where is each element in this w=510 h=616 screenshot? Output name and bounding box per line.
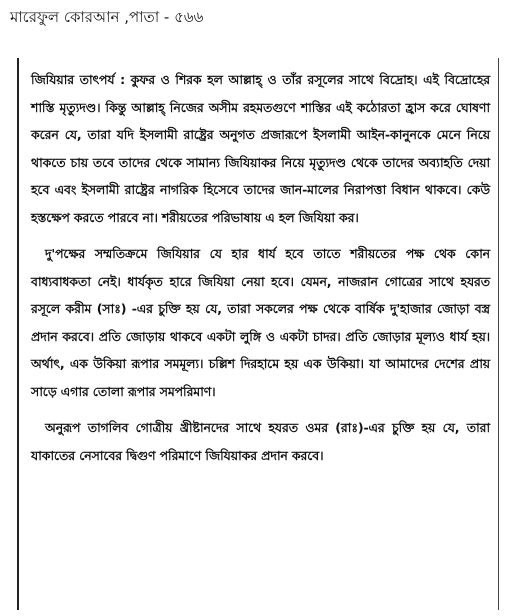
paragraph-2: দু'পক্ষের সম্মতিক্রমে জিযিয়ার যে হার ধার্য হবে তাতে শরীয়তের পক্ষ থেক কোন বাধ্যবাধকতা নেই। ধার্যকৃত হারে জিযিয়া নেয়া হবে। যেমন, নাজরান গোত্রের সাথে হযরত রসূলে করীম (সাঃ) -এর চুক্তি হয় যে, তারা সকলের পক্ষ থেকে বার্ষিক দু'হাজার জোড়া বস্ত্র প্রদান করবে। প্রতি জোড়ায় থাকবে একটা লুঙ্গি ও একটা চাদর। প্রতি জোড়ার মূল্যও ধার্য হয়। অর্থাৎ, এক উকিয়া রূপার সমমূল্য। চল্লিশ দিরহামে হয় এক উকিয়া। যা আমাদের দেশের প্রায় সাড়ে এগার তোলা রূপার সমপরিমাণ। bbox=[31, 246, 490, 399]
paragraph-1 bbox=[31, 66, 490, 231]
paragraph-1-text: কুফর ও শিরক হল আল্লাহ্ ও তাঁর রসূলের সাথে বিদ্রোহ। এই বিদ্রোহের শাস্তি মৃত্যুদণ্ড। কিন্তু আল্লাহ্ নিজের অসীম রহমতগুণে শাস্তির এই কঠোরতা হ্রাস করে ঘোষণা করেন যে, তারা যদি ইসলামী রাষ্ট্রের অনুগত প্রজারূপে ইসলামী আইন-কানুনকে মেনে নিয়ে থাকতে চায় তবে তাদের থেকে সামান্য জিযিয়াকর নিয়ে মৃত্যুদণ্ড থেকে তাদের অব্যাহতি দেয়া হবে এবং ইসলামী রাষ্ট্রের নাগরিক হিসেবে তাদের জান-মালের নিরাপত্তা বিধান থাকবে। কেউ হস্তক্ষেপ করতে পারবে না। শরীয়তের পরিভাষায় এ হল জিযিয়া কর। bbox=[31, 72, 491, 225]
text-frame bbox=[17, 58, 499, 610]
paragraph-3: অনুরূপ তাগলিব গোত্রীয় খ্রীষ্টানদের সাথে হযরত ওমর (রাঃ)-এর চুক্তি হয় যে, তারা যাকাতের নেসাবের দ্বিগুণ পরিমাণে জিযিয়াকর প্রদান করবে। bbox=[31, 420, 490, 463]
paragraph-heading: জিযিয়ার তাৎপর্য : bbox=[31, 72, 125, 87]
page-header: মারেফুল কোরআন ,পাতা - ৫৬৬ bbox=[10, 8, 204, 26]
